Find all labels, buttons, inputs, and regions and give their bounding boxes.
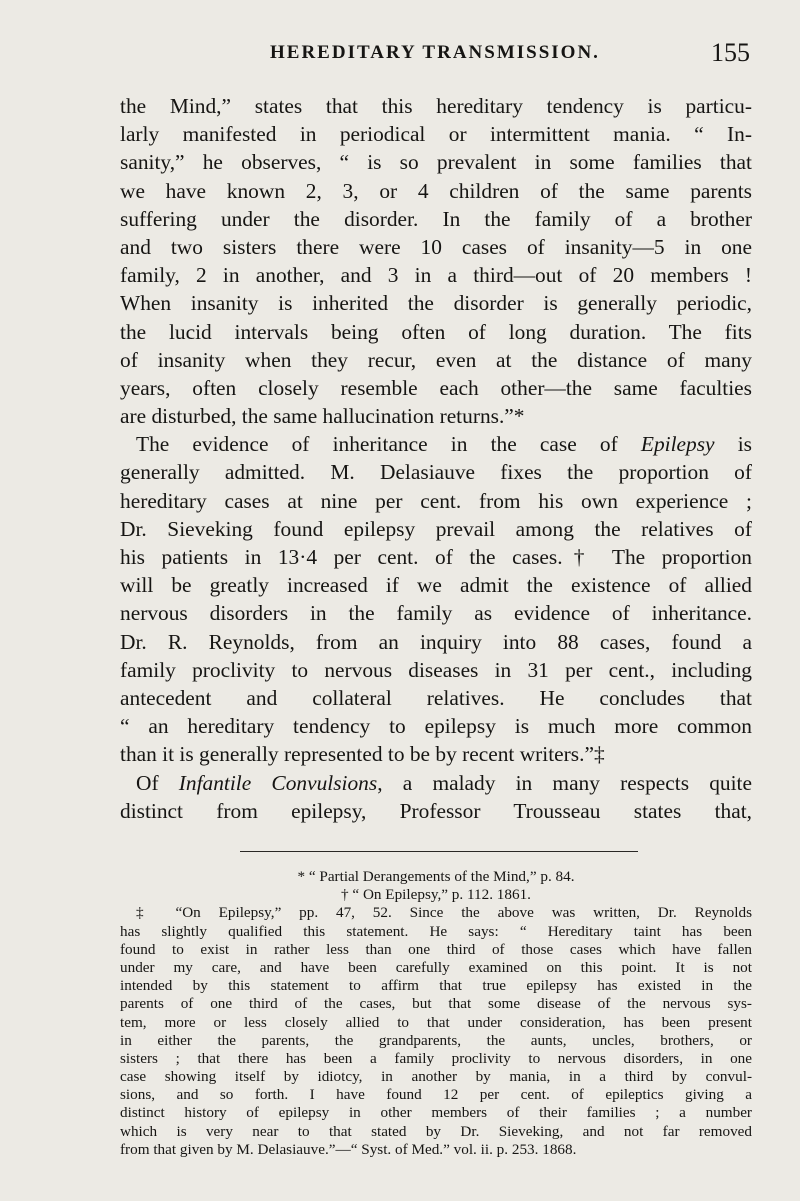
text-line: “ an hereditary tendency to epilepsy is much more common — [120, 714, 752, 739]
footnote-line: distinct history of epilepsy in other members of their families ; a number — [120, 1104, 752, 1122]
text-line: antecedent and collateral relatives. He concludes that — [120, 685, 752, 710]
text-line: family, 2 in another, and 3 in a third—out of 20 members ! — [120, 263, 752, 288]
text-line: When insanity is inherited the disorder is generally periodic, — [120, 291, 752, 316]
footnote-line: from that given by M. Delasiauve.”—“ Syst. of Med.” vol. ii. p. 253. 1868. — [120, 1140, 577, 1158]
text-line: sanity,” he observes, “ is so prevalent in some families that — [120, 150, 752, 175]
footnote-line: sions, and so forth. I have found 12 per cent. of epileptics giving a — [120, 1086, 752, 1104]
footnote-line: which is very near to that stated by Dr. Sieveking, and not far removed — [120, 1122, 752, 1140]
footnote-line: case showing itself by idiotcy, in another by mania, in a third by convul- — [120, 1068, 752, 1086]
text-line: the lucid intervals being often of long duration. The fits — [120, 319, 752, 344]
footnote-line: found to exist in rather less than one third of those cases which have fallen — [120, 940, 752, 958]
footnote-line: has slightly qualified this statement. He says: “ Hereditary taint has been — [120, 922, 752, 940]
footnote-divider — [240, 851, 638, 852]
text-line: suffering under the disorder. In the family of a brother — [120, 206, 752, 231]
footnote-line: under my care, and have been carefully examined on this point. It is not — [120, 958, 752, 976]
main-text — [120, 92, 752, 825]
footnote-line: parents of one third of the cases, but that some disease of the nervous sys- — [120, 995, 752, 1013]
footnote-line: * “ Partial Derangements of the Mind,” p. 84. — [297, 868, 575, 885]
text-line: Dr. R. Reynolds, from an inquiry into 88 cases, found a — [120, 629, 752, 654]
running-title: HEREDITARY TRANSMISSION. — [270, 42, 600, 63]
footnote-line: in either the parents, the grandparents, the aunts, uncles, brothers, or — [120, 1031, 752, 1049]
text-line: Dr. Sieveking found epilepsy prevail among the relatives of — [120, 516, 752, 541]
text-line: hereditary cases at nine per cent. from his own experience ; — [120, 488, 752, 513]
running-head — [120, 38, 750, 70]
text-line: and two sisters there were 10 cases of insanity—5 in one — [120, 234, 752, 259]
footnote-line: tem, more or less closely allied to that under consideration, has been present — [120, 1013, 752, 1031]
text-line: are disturbed, the same hallucination returns.”* — [120, 404, 525, 429]
text-line: we have known 2, 3, or 4 children of the same parents — [120, 178, 752, 203]
text-line: the Mind,” states that this hereditary tendency is particu- — [120, 94, 752, 118]
text-line: his patients in 13·4 per cent. of the cases.† The proportion — [120, 545, 752, 569]
italic-term: Infantile Convulsions — [178, 770, 378, 795]
text-line: will be greatly increased if we admit the existence of allied — [120, 573, 752, 598]
text-line: of insanity when they recur, even at the distance of many — [120, 347, 752, 372]
footnotes — [120, 868, 752, 1159]
text-line: generally admitted. M. Delasiauve fixes the proportion of — [120, 460, 752, 485]
text-line: Of Infantile Convulsions, a malady in many respects quite — [136, 770, 752, 795]
text-line: larly manifested in periodical or intermittent mania. “ In- — [120, 122, 752, 147]
italic-term: Epilepsy — [640, 432, 715, 457]
text-line: family proclivity to nervous diseases in 31 per cent., including — [120, 657, 752, 682]
text-line: years, often closely resemble each other—the same faculties — [120, 375, 752, 400]
text-line: nervous disorders in the family as evidence of inheritance. — [120, 601, 752, 626]
footnote-line: † “ On Epilepsy,” p. 112. 1861. — [341, 886, 531, 904]
footnote-line: sisters ; that there has been a family proclivity to nervous disorders, in one — [120, 1049, 752, 1067]
text-line: distinct from epilepsy, Professor Trousseau states that, — [120, 798, 752, 823]
page-number: 155 — [711, 38, 750, 67]
text-line: than it is generally represented to be by recent writers.”‡ — [120, 742, 605, 767]
footnote-line: intended by this statement to affirm that true epilepsy has existed in the — [120, 977, 752, 995]
footnote-line: ‡ “On Epilepsy,” pp. 47, 52. Since the above was written, Dr. Reynolds — [136, 904, 752, 922]
text-line: The evidence of inheritance in the case of Epilepsy is — [136, 432, 752, 457]
